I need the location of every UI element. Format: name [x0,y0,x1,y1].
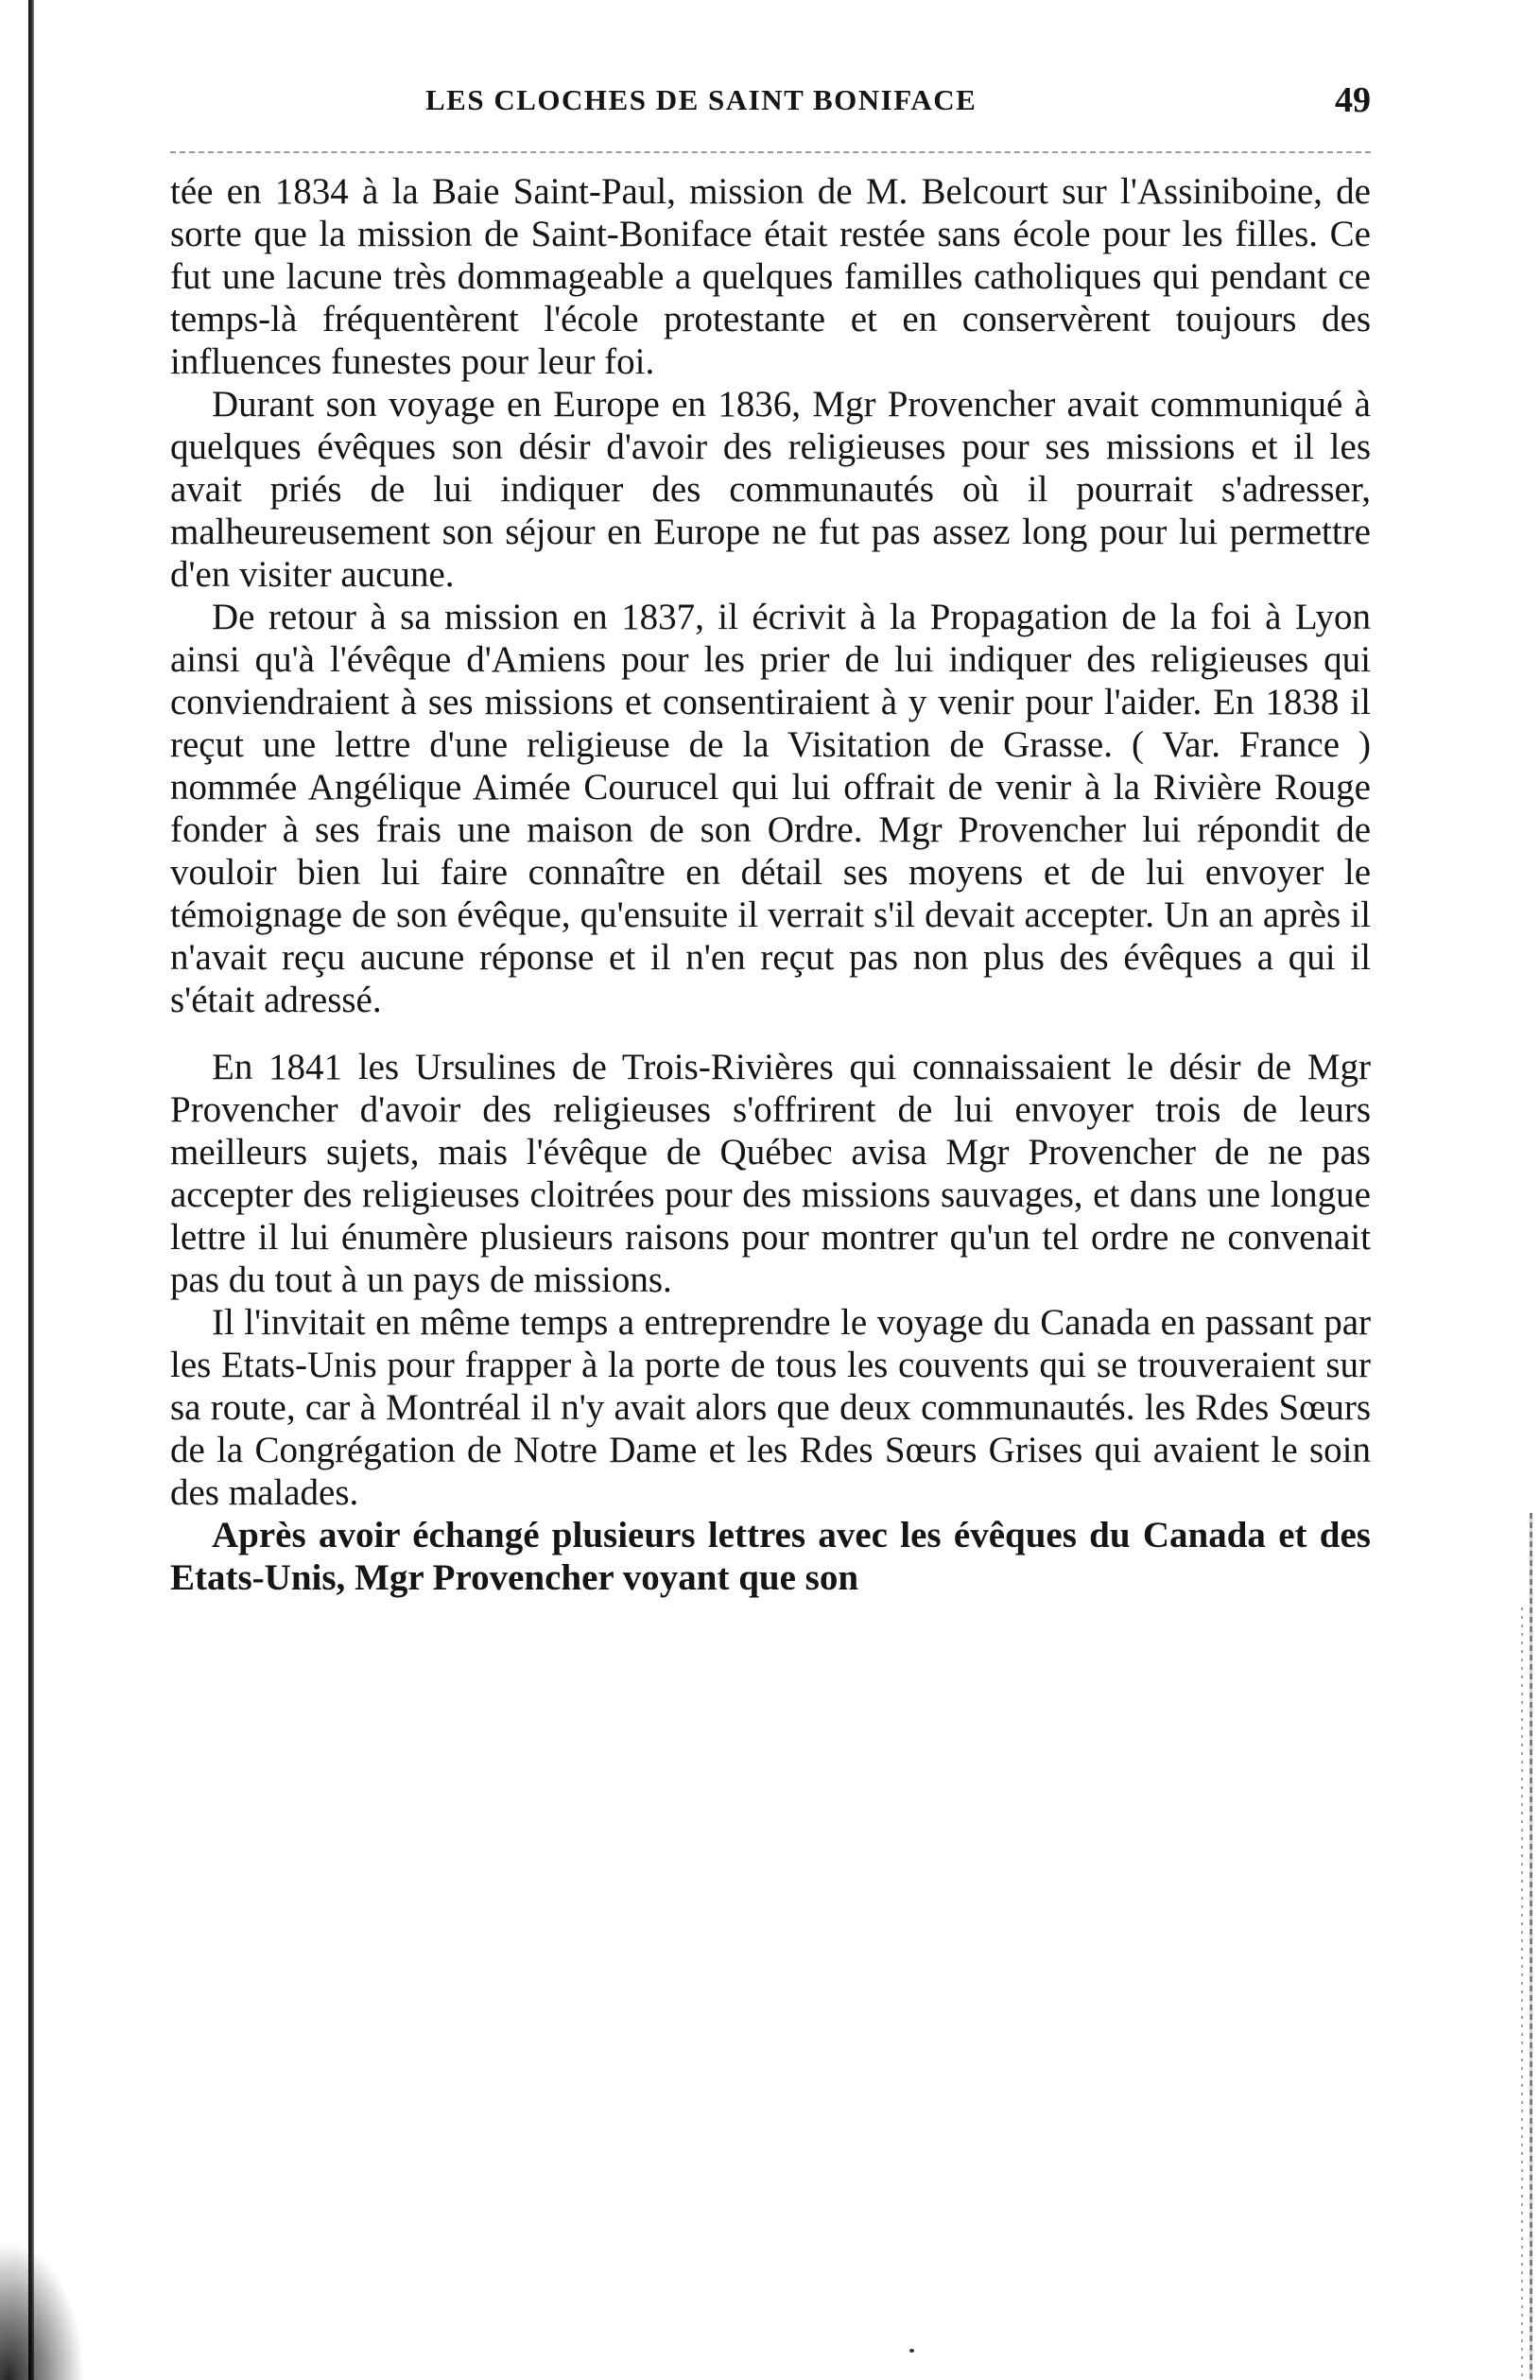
body-text [170,170,1371,1599]
page-left-binding-edge [28,0,34,2380]
paragraph: Il l'invitait en même temps a entreprendre le voyage du Canada en passant par les Etats-Unis pour frapper à la porte de tous les couvents qui se trouveraient sur sa route, car à Montréal il n'y avait alors que deux communautés. les Rdes Sœurs de la Congrégation de Notre Dame et les Rdes Sœurs Grises qui avaient le soin des malades. [170,1302,1371,1513]
page-right-edge-inner [1521,1607,1523,2380]
page-right-edge [1530,1513,1532,2380]
ink-speck [909,2349,914,2353]
scan-shadow [0,2241,85,2380]
paragraph-continuation: tée en 1834 à la Baie Saint-Paul, mission de M. Belcourt sur l'Assiniboine, de sorte que la mission de Saint-Boniface était restée sans école pour les filles. Ce fut une lacune très dommageable a quelques familles catholiques qui pendant ce temps-là fréquentèrent l'école protestante et en conservèrent toujours des influences funestes pour leur foi. [170,171,1371,382]
paragraph-gap [170,1021,1371,1046]
paragraph-bold: Après avoir échangé plusieurs lettres avec les évêques du Canada et des Etats-Unis, Mgr Provencher voyant que son [170,1515,1371,1598]
paragraph: Durant son voyage en Europe en 1836, Mgr Provencher avait communiqué à quelques évêques son désir d'avoir des religieuses pour ses missions et il les avait priés de lui indiquer des communautés où il pourrait s'adresser, malheureusement son séjour en Europe ne fut pas assez long pour lui permettre d'en visiter aucune. [170,384,1371,595]
paragraph: En 1841 les Ursulines de Trois-Rivières qui connaissaient le désir de Mgr Provencher d'avoir des religieuses s'offrirent de lui envoyer trois de leurs meilleurs sujets, mais l'évêque de Québec avisa Mgr Provencher de ne pas accepter des religieuses cloitrées pour des missions sauvages, et dans une longue lettre il lui énumère plusieurs raisons pour montrer qu'un tel ordre ne convenait pas du tout à un pays de missions. [170,1047,1371,1300]
page-number: 49 [1335,80,1371,120]
page-header [170,80,1371,130]
running-title: LES CLOCHES DE SAINT BONIFACE [425,83,978,116]
header-rule [170,151,1371,153]
paragraph: De retour à sa mission en 1837, il écrivit à la Propagation de la foi à Lyon ainsi qu'à l'évêque d'Amiens pour les prier de lui indiquer des religieuses qui conviendraient à ses missions et consentiraient à y venir pour l'aider. En 1838 il reçut une lettre d'une religieuse de la Visitation de Grasse. ( Var. France ) nommée Angélique Aimée Courucel qui lui offrait de venir à la Rivière Rouge fonder à ses frais une maison de son Ordre. Mgr Provencher lui répondit de vouloir bien lui faire connaître en détail ses moyens et de lui envoyer le témoignage de son évêque, qu'ensuite il verrait s'il devait accepter. Un an après il n'avait reçu aucune réponse et il n'en reçut pas non plus des évêques a qui il s'était adressé. [170,597,1371,1020]
